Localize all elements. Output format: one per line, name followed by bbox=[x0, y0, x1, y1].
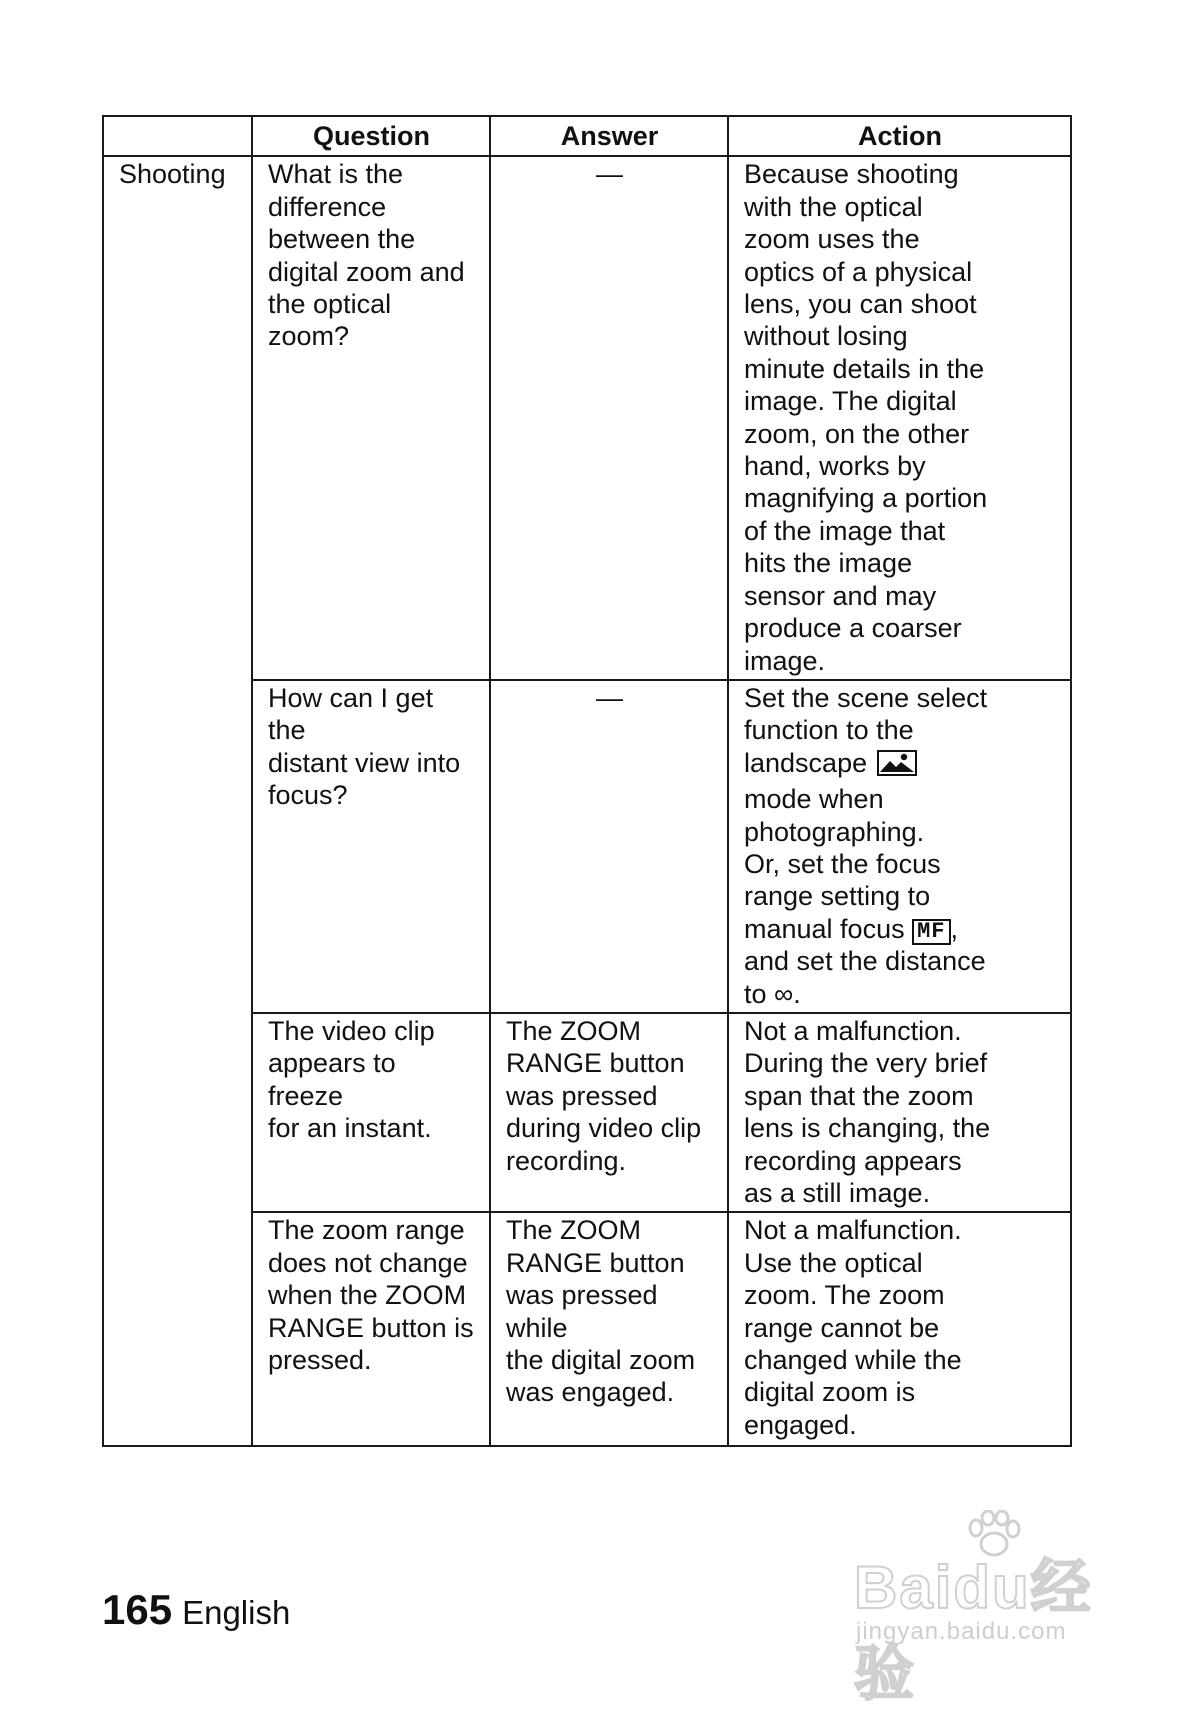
answer-cell: — bbox=[490, 680, 728, 1013]
troubleshooting-table bbox=[102, 115, 1072, 1447]
header-action: Action bbox=[728, 116, 1071, 156]
action-text-line: landscape bbox=[744, 747, 868, 778]
baidu-watermark bbox=[846, 1510, 1136, 1707]
action-text-block: mode when photographing. Or, set the focus range setting to manual focus bbox=[744, 784, 941, 944]
question-cell: The video clip appears to freeze for an instant. bbox=[252, 1013, 490, 1212]
page-number: 165 bbox=[102, 1586, 173, 1633]
action-cell: Not a malfunction. Use the optical zoom. The zoom range cannot be changed while the digital zoom is engaged. bbox=[728, 1212, 1071, 1446]
table-header-row bbox=[103, 116, 1071, 156]
watermark-logo-text: Baidu经验 bbox=[854, 1554, 1093, 1707]
table-row bbox=[103, 156, 1071, 680]
action-text-line: function to the bbox=[744, 715, 914, 746]
action-cell: Because shooting with the optical zoom uses the optics of a physical lens, you can shoot without losing minute details in the image. The digital zoom, on the other hand, works by magnifying a portion of the image that hits the image sensor and may produce a coarser image. bbox=[728, 156, 1071, 680]
header-answer: Answer bbox=[490, 116, 728, 156]
action-text-line: Set the scene select bbox=[744, 682, 988, 713]
question-cell: What is the difference between the digital zoom and the optical zoom? bbox=[252, 156, 490, 680]
landscape-mode-icon bbox=[877, 750, 917, 783]
question-cell: How can I get the distant view into focus? bbox=[252, 680, 490, 1013]
manual-focus-icon: MF bbox=[912, 919, 950, 945]
action-cell: Not a malfunction. During the very brief span that the zoom lens is changing, the recording appears as a still image. bbox=[728, 1013, 1071, 1212]
watermark-url: jingyan.baidu.com bbox=[856, 1618, 1067, 1645]
language-label: English bbox=[182, 1594, 291, 1631]
category-cell: Shooting bbox=[103, 156, 252, 1446]
answer-cell: — bbox=[490, 156, 728, 680]
action-text-block: and set the distance to ∞. bbox=[744, 946, 986, 1009]
question-cell: The zoom range does not change when the ZOOM RANGE button is pressed. bbox=[252, 1212, 490, 1446]
answer-cell: The ZOOM RANGE button was pressed while the digital zoom was engaged. bbox=[490, 1212, 728, 1446]
action-cell bbox=[728, 680, 1071, 1013]
action-text-comma: , bbox=[950, 913, 959, 944]
header-question: Question bbox=[252, 116, 490, 156]
answer-cell: The ZOOM RANGE button was pressed during video clip recording. bbox=[490, 1013, 728, 1212]
page-footer bbox=[102, 1586, 291, 1633]
header-category bbox=[103, 116, 252, 156]
